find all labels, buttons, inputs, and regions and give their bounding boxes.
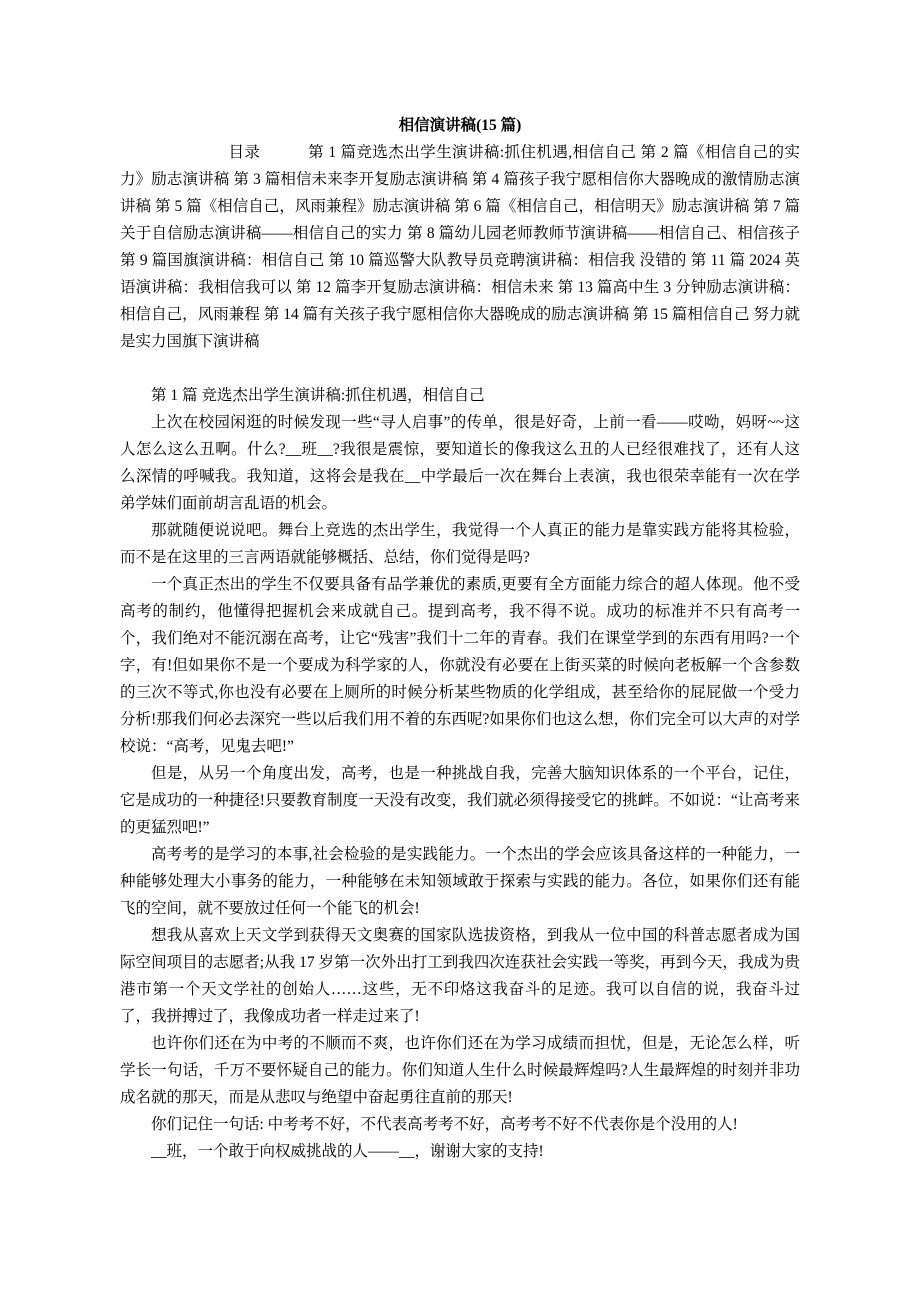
- paragraph-8: 你们记住一句话: 中考考不好，不代表高考考不好，高考考不好不代表你是个没用的人!: [151, 1116, 738, 1133]
- paragraph-5: 高考考的是学习的本事,社会检验的是实践能力。一个杰出的学会应该具备这样的一种能力，一种能够处理大小事务的能力，一种能够在未知领域敢于探索与实践的能力。各位，如果你们还有能飞的空间，就不要放过任何一个能飞的机会!: [120, 846, 800, 917]
- paragraph-2: 那就随便说说吧。舞台上竞选的杰出学生，我觉得一个人真正的能力是靠实践方能将其检验，而不是在这里的三言两语就能够概括、总结，你们觉得是吗?: [120, 522, 800, 566]
- paragraph-1: 上次在校园闲逛的时候发现一些“寻人启事”的传单，很是好奇，上前一看——哎呦，妈呀~~这人怎么这么丑啊。什么?__班__?我很是震惊，要知道长的像我这么丑的人已经很难找了，还有人这么深情的呼喊我。我知道，这将会是我在__中学最后一次在舞台上表演，我也很荣幸能有一次在学弟学妹们面前胡言乱语的机会。: [120, 414, 800, 512]
- document-title: 相信演讲稿(15 篇): [398, 117, 522, 134]
- paragraph-9: __班，一个敢于向权威挑战的人——__，谢谢大家的支持!: [151, 1143, 544, 1160]
- table-of-contents: 目录 第 1 篇竞选杰出学生演讲稿:抓住机遇,相信自己 第 2 篇《相信自己的实力》励志演讲稿 第 3 篇相信未来李开复励志演讲稿 第 4 篇孩子我宁愿相信你大器晚成的激情励志演讲稿 第 5 篇《相信自己，风雨兼程》励志演讲稿 第 6 篇《相信自己，相信明天》励志演讲稿 第 7 篇关于自信励志演讲稿——相信自己的实力 第 8 篇幼儿园老师教师节演讲稿——相信自己、相信孩子 第 9 篇国旗演讲稿：相信自己 第 10 篇巡警大队教导员竞聘演讲稿：相信我 没错的 第 11 篇 2024 英语演讲稿：我相信我可以 第 12 篇李开复励志演讲稿：相信未来 第 13 篇高中生 3 分钟励志演讲稿：相信自己，风雨兼程 第 14 篇有关孩子我宁愿相信你大器晚成的励志演讲稿 第 15 篇相信自己 努力就是实力国旗下演讲稿: [120, 144, 800, 350]
- paragraph-3: 一个真正杰出的学生不仅要具备有品学兼优的素质,更要有全方面能力综合的超人体现。他不受高考的制约，他懂得把握机会来成就自己。提到高考，我不得不说。成功的标准并不只有高考一个，我们绝对不能沉溺在高考，让它“残害”我们十二年的青春。我们在课堂学到的东西有用吗?一个字，有!但如果你不是一个要成为科学家的人，你就没有必要在上街买菜的时候向老板解一个含参数的三次不等式,你也没有必要在上厕所的时候分析某些物质的化学组成，甚至给你的屁屁做一个受力分析!那我们何必去深究一些以后我们用不着的东西呢?如果你们也这么想，你们完全可以大声的对学校说：“高考，见鬼去吧!”: [120, 576, 800, 755]
- paragraph-7: 也许你们还在为中考的不顺而不爽，也许你们还在为学习成绩而担忧，但是，无论怎么样，听学长一句话，千万不要怀疑自己的能力。你们知道人生什么时候最辉煌吗?人生最辉煌的时刻并非功成名就的那天，而是从悲叹与绝望中奋起勇往直前的那天!: [120, 1035, 800, 1106]
- blank-line: [120, 355, 800, 382]
- paragraph-6: 想我从喜欢上天文学到获得天文奥赛的国家队选拔资格，到我从一位中国的科普志愿者成为国际空间项目的志愿者;从我 17 岁第一次外出打工到我四次连获社会实践一等奖，再到今天，我成为贵港市第一个天文学社的创始人……这些，无不印烙这我奋斗的足迹。我可以自信的说，我奋斗过了，我拼搏过了，我像成功者一样走过来了!: [120, 927, 800, 1025]
- paragraph-4: 但是，从另一个角度出发，高考，也是一种挑战自我，完善大脑知识体系的一个平台，记住，它是成功的一种捷径!只要教育制度一天没有改变，我们就必须得接受它的挑衅。不如说：“让高考来的更猛烈吧!”: [120, 765, 800, 836]
- section-1-heading: 第 1 篇 竞选杰出学生演讲稿:抓住机遇，相信自己: [151, 387, 485, 404]
